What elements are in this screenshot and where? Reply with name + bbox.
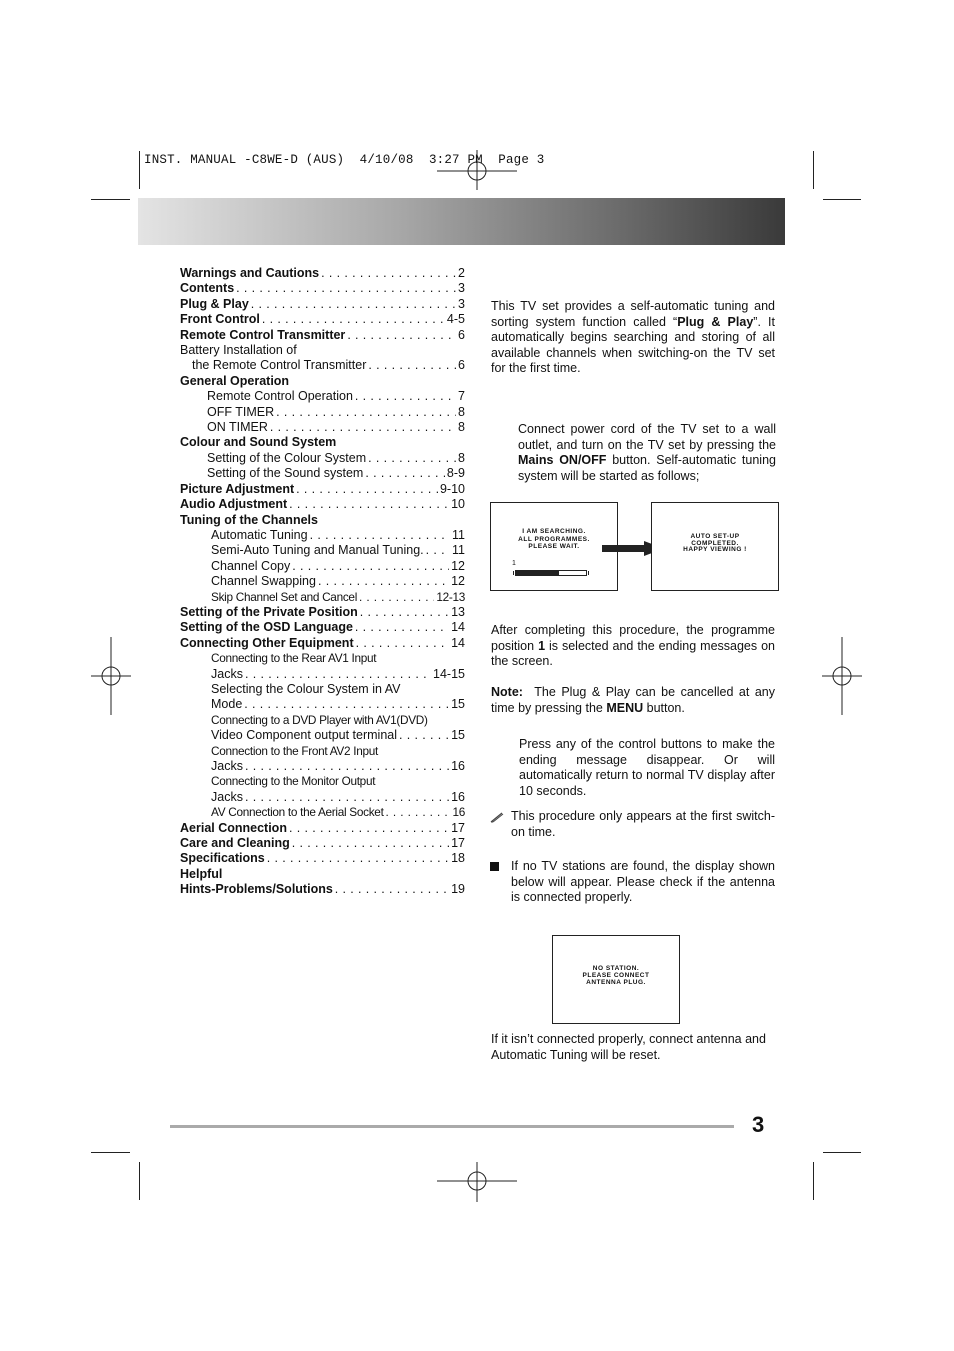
- screen-message: HAPPY VIEWING !: [683, 546, 747, 553]
- screen-channel-number: 1: [512, 560, 516, 567]
- screen-message: NO STATION.: [592, 965, 640, 972]
- toc-dot-leader: [368, 358, 456, 373]
- toc-dot-leader: [360, 605, 449, 620]
- toc-entry: [180, 482, 465, 497]
- after-text: After completing this procedure, the programme position: [491, 623, 775, 653]
- toc-dot-leader: [296, 482, 438, 497]
- toc-entry: [180, 328, 465, 343]
- toc-dot-leader: [335, 882, 449, 897]
- toc-dot-leader: [236, 281, 456, 296]
- toc-entry-title: Setting of the Sound system: [207, 466, 364, 481]
- toc-entry-page: 14: [451, 635, 465, 650]
- toc-entry-page: 11: [452, 543, 465, 558]
- toc-entry: [180, 713, 465, 728]
- toc-entry-title: Jacks: [211, 759, 243, 773]
- toc-dot-leader: [289, 497, 449, 512]
- toc-entry-title: Setting of the Private Position: [180, 604, 358, 619]
- toc-entry-title: Jacks: [211, 789, 243, 804]
- toc-dot-leader: [276, 405, 456, 420]
- toc-entry-page: 16: [451, 789, 465, 804]
- toc-dot-leader: [289, 821, 449, 836]
- toc-entry-title: ON TIMER: [207, 420, 268, 435]
- note-paragraph: [491, 685, 775, 716]
- toc-entry: [180, 667, 465, 682]
- toc-entry-page: 15: [451, 728, 465, 743]
- toc-entry-title: Specifications: [180, 851, 265, 866]
- toc-entry: [180, 790, 465, 805]
- toc-entry-title: Aerial Connection: [180, 820, 287, 835]
- search-progress-fill: [516, 571, 559, 575]
- search-progress-bar: [515, 570, 587, 576]
- final-paragraph: If it isn’t connected properly, connect antenna and Automatic Tuning will be reset.: [491, 1032, 766, 1062]
- intro-text: ”. It automatically begins searching and storing of all available channels when switching-on the TV set for the first time.: [491, 314, 775, 376]
- toc-entry-title: Automatic Tuning: [211, 527, 308, 542]
- page-number: 3: [752, 1112, 765, 1137]
- progress-tick: [585, 571, 589, 575]
- toc-entry: [180, 266, 465, 281]
- step-text: button. Self-automatic tuning system will be started as follows;: [518, 453, 776, 483]
- toc-dot-leader: [251, 297, 456, 312]
- toc-entry: [180, 374, 465, 389]
- toc-entry: [180, 836, 465, 851]
- screen-message: ANTENNA PLUG.: [586, 979, 646, 986]
- menu-button-term: MENU: [606, 700, 644, 715]
- section-header-bar: [138, 198, 785, 245]
- toc-entry-title: Video Component output terminal: [211, 728, 397, 743]
- toc-entry-title: Battery Installation of: [180, 343, 297, 358]
- toc-entry-title: Warnings and Cautions: [180, 266, 320, 280]
- registration-mark-icon: [91, 637, 131, 715]
- toc-dot-leader: [347, 328, 456, 343]
- toc-entry: [180, 358, 465, 373]
- toc-entry: [180, 513, 465, 528]
- screen-message: AUTO SET-UP: [690, 533, 740, 540]
- toc-entry-page: 14: [451, 620, 465, 635]
- toc-entry: [180, 697, 465, 712]
- toc-entry-title: Contents: [180, 281, 235, 296]
- bullet-square-icon: [490, 862, 499, 871]
- toc-entry: [180, 605, 465, 620]
- toc-entry-page: 8: [458, 420, 465, 435]
- crop-mark: [139, 151, 140, 189]
- toc-entry: [180, 389, 465, 404]
- toc-entry-page: 2: [458, 266, 465, 280]
- step-text: Connect power cord of the TV set to a wall outlet, and turn on the TV set by pressing the: [518, 422, 776, 452]
- crop-mark: [91, 1152, 130, 1153]
- toc-entry-page: 15: [451, 697, 465, 712]
- toc-entry-title: Plug & Play: [180, 296, 249, 311]
- press-paragraph: Press any of the control buttons to make the ending message disappear. Or will automatically return to normal TV display after 10 seconds.: [519, 737, 775, 798]
- toc-entry-title: Connecting to the Rear AV1 Input: [211, 651, 377, 666]
- toc-entry-title: General Operation: [180, 373, 290, 388]
- toc-dot-leader: [355, 620, 449, 635]
- toc-entry-title: Remote Control Transmitter: [180, 327, 346, 342]
- toc-entry: [180, 774, 465, 789]
- crop-mark: [823, 199, 861, 200]
- toc-entry: [180, 420, 465, 435]
- toc-dot-leader: [321, 266, 456, 281]
- note-text: button.: [643, 700, 685, 715]
- no-station-paragraph: If no TV stations are found, the display shown below will appear. Please check if the antenna is connected properly.: [511, 859, 775, 905]
- toc-dot-leader: [365, 466, 445, 481]
- toc-entry-title: Mode: [211, 697, 243, 712]
- toc-dot-leader: [270, 420, 456, 435]
- toc-entry-page: 16: [452, 805, 465, 820]
- toc-entry-page: 6: [458, 327, 465, 342]
- toc-dot-leader: [292, 559, 449, 574]
- programme-number: 1: [538, 638, 546, 653]
- toc-entry-title: the Remote Control Transmitter: [192, 358, 367, 373]
- mains-button-term: Mains ON/OFF: [518, 453, 607, 468]
- toc-dot-leader: [368, 451, 456, 466]
- toc-entry: [180, 281, 465, 296]
- toc-entry: [180, 620, 465, 635]
- toc-entry-title: Connection to the Front AV2 Input: [211, 743, 378, 758]
- print-slug: INST. MANUAL -C8WE-D (AUS) 4/10/08 3:27 PM Page 3: [144, 153, 545, 167]
- toc-entry-page: 12-13: [436, 589, 465, 604]
- toc-entry-title: Tuning of the Channels: [180, 512, 318, 527]
- progress-tick: [513, 571, 517, 575]
- toc-entry: [180, 636, 465, 651]
- toc-dot-leader: [310, 528, 450, 543]
- intro-text: This TV set provides a self-automatic tuning and sorting system function called “: [491, 299, 775, 329]
- toc-entry: [180, 543, 465, 558]
- toc-entry-page: 16: [451, 759, 465, 773]
- step-paragraph: [518, 422, 776, 484]
- toc-entry-title: Hints-Problems/Solutions: [180, 882, 333, 897]
- toc-dot-leader: [262, 312, 445, 327]
- toc-entry-page: 8-9: [446, 466, 465, 481]
- crop-mark: [823, 1152, 861, 1153]
- toc-entry-title: Audio Adjustment: [180, 497, 288, 512]
- toc-entry: [180, 728, 465, 743]
- toc-entry-title: Connecting to the Monitor Output: [211, 774, 376, 789]
- toc-entry: [180, 759, 465, 774]
- registration-mark-icon: [437, 150, 517, 190]
- toc-dot-leader: [355, 389, 456, 404]
- screen-message: I AM SEARCHING.: [522, 528, 586, 535]
- toc-entry: [180, 497, 465, 512]
- toc-entry-title: Connecting Other Equipment: [180, 635, 354, 650]
- setup-complete-screen: [651, 502, 779, 591]
- toc-entry-title: Channel Copy: [211, 558, 291, 573]
- screen-message: PLEASE WAIT.: [528, 543, 580, 550]
- toc-entry: [180, 405, 465, 420]
- screen-message: COMPLETED.: [691, 540, 739, 547]
- toc-entry: [180, 574, 465, 589]
- toc-entry-title: Selecting the Colour System in AV: [211, 681, 401, 696]
- toc-dot-leader: [292, 836, 449, 851]
- toc-entry: [180, 682, 465, 697]
- toc-entry-title: Colour and Sound System: [180, 435, 337, 450]
- toc-entry-title: Front Control: [180, 312, 260, 327]
- toc-entry-title: Setting of the Colour System: [207, 450, 367, 465]
- toc-entry-page: 18: [451, 851, 465, 866]
- toc-entry-page: 3: [458, 296, 465, 311]
- toc-entry-title: Skip Channel Set and Cancel: [211, 589, 358, 604]
- toc-entry-page: 17: [451, 820, 465, 835]
- toc-entry-title: Helpful: [180, 866, 223, 881]
- pencil-icon: [490, 811, 504, 823]
- toc-dot-leader: [244, 697, 449, 712]
- registration-mark-icon: [822, 637, 862, 715]
- toc-entry-page: 6: [458, 358, 465, 373]
- toc-entry-page: 13: [451, 604, 465, 619]
- toc-dot-leader: [267, 851, 449, 866]
- toc-entry-page: 9-10: [439, 481, 465, 496]
- toc-entry-page: 19: [451, 882, 465, 897]
- toc-entry: [180, 821, 465, 836]
- toc-entry: [180, 528, 465, 543]
- toc-entry-title: Semi-Auto Tuning and Manual Tuning.: [211, 543, 424, 558]
- toc-dot-leader: [245, 790, 449, 805]
- toc-entry: [180, 559, 465, 574]
- toc-entry: [180, 805, 465, 820]
- toc-entry-title: Care and Cleaning: [180, 836, 290, 851]
- after-paragraph: [491, 623, 775, 670]
- table-of-contents: [180, 266, 465, 898]
- toc-entry-title: AV Connection to the Aerial Socket: [211, 805, 384, 820]
- toc-entry-title: Jacks: [211, 666, 243, 681]
- searching-screen: [490, 502, 618, 591]
- toc-entry-title: Setting of the OSD Language: [180, 620, 353, 635]
- crop-mark: [813, 151, 814, 189]
- intro-term: Plug & Play: [677, 314, 754, 329]
- toc-entry: [180, 744, 465, 759]
- toc-entry-title: Picture Adjustment: [180, 481, 295, 496]
- screen-message: PLEASE CONNECT: [582, 972, 650, 979]
- footer-rule: [170, 1125, 734, 1128]
- toc-entry-title: Connecting to a DVD Player with AV1(DVD): [211, 712, 428, 727]
- toc-entry: [180, 882, 465, 897]
- intro-paragraph: [491, 299, 775, 377]
- toc-dot-leader: [426, 543, 450, 558]
- toc-entry-page: 3: [458, 281, 465, 296]
- toc-entry: [180, 466, 465, 481]
- registration-mark-icon: [437, 1162, 517, 1202]
- toc-dot-leader: [245, 667, 431, 682]
- crop-mark: [813, 1162, 814, 1200]
- toc-entry: [180, 435, 465, 450]
- toc-entry: [180, 590, 465, 605]
- toc-entry: [180, 851, 465, 866]
- toc-entry: [180, 651, 465, 666]
- toc-entry-page: 14-15: [433, 666, 465, 681]
- no-station-screen: [552, 935, 680, 1024]
- note-text: The Plug & Play can be cancelled at any time by pressing the: [491, 685, 775, 715]
- note-label: Note:: [491, 685, 523, 699]
- toc-entry-page: 8: [458, 450, 465, 465]
- first-switchon-note: This procedure only appears at the first switch-on time.: [511, 809, 775, 839]
- crop-mark: [139, 1162, 140, 1200]
- toc-entry-page: 8: [458, 404, 465, 419]
- toc-dot-leader: [318, 574, 449, 589]
- after-text: is selected and the ending messages on the screen.: [491, 638, 775, 669]
- toc-entry-page: 7: [458, 389, 465, 404]
- toc-entry-title: Channel Swapping: [211, 574, 316, 589]
- toc-entry: [180, 312, 465, 327]
- toc-entry-page: 10: [451, 497, 465, 512]
- toc-entry-page: 11: [452, 527, 465, 542]
- toc-entry-page: 17: [451, 836, 465, 851]
- toc-entry-title: Remote Control Operation: [207, 389, 353, 404]
- toc-entry: [180, 297, 465, 312]
- toc-dot-leader: [356, 636, 449, 651]
- toc-dot-leader: [359, 590, 434, 605]
- toc-entry: [180, 343, 465, 358]
- toc-entry: [180, 867, 465, 882]
- toc-entry-page: 12: [451, 574, 465, 589]
- toc-entry-title: OFF TIMER: [207, 404, 275, 419]
- toc-dot-leader: [245, 759, 449, 774]
- toc-entry: [180, 451, 465, 466]
- toc-entry-page: 12: [451, 558, 465, 573]
- toc-dot-leader: [386, 805, 451, 820]
- screen-message: ALL PROGRAMMES.: [518, 536, 590, 543]
- toc-dot-leader: [399, 728, 449, 743]
- crop-mark: [91, 199, 130, 200]
- toc-entry-page: 4-5: [446, 312, 465, 327]
